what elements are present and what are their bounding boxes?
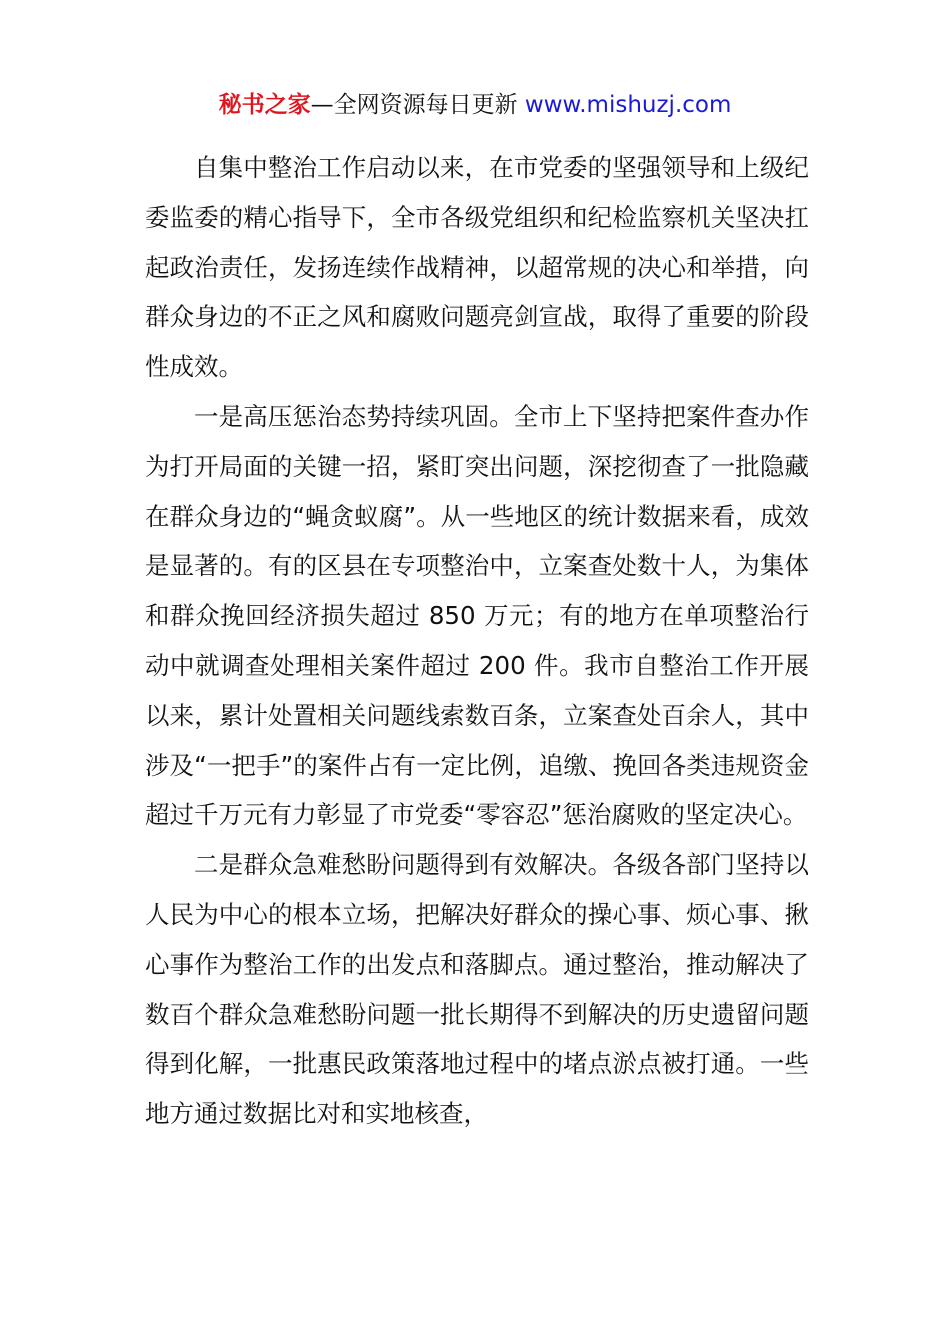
page-header [0,88,950,122]
brand-name: 秘书之家 [218,92,311,118]
header-tagline: —全网资源每日更新 [310,92,525,118]
paragraph-point-one: 一是高压惩治态势持续巩固。全市上下坚持把案件查办作为打开局面的关键一招，紧盯突出问题，深挖彻查了一批隐藏在群众身边的“蝇贪蚁腐”。从一些地区的统计数据来看，成效是显著的。有的区县在专项整治中，立案查处数十人，为集体和群众挽回经济损失超过 850 万元；有的地方在单项整治行动中就调查处理相关案件超过 200 件。我市自整治工作开展以来，累计处置相关问题线索数百条，立案查处百余人，其中涉及“一把手”的案件占有一定比例，追缴、挽回各类违规资金超过千万元有力彰显了市党委“零容忍”惩治腐败的坚定决心。 [145,401,809,830]
paragraph-intro: 自集中整治工作启动以来，在市党委的坚强领导和上级纪委监委的精心指导下，全市各级党组织和纪检监察机关坚决扛起政治责任，发扬连续作战精神，以超常规的决心和举措，向群众身边的不正之风和腐败问题亮剑宣战，取得了重要的阶段性成效。 [145,153,809,382]
paragraph-point-two: 二是群众急难愁盼问题得到有效解决。各级各部门坚持以人民为中心的根本立场，把解决好群众的操心事、烦心事、揪心事作为整治工作的出发点和落脚点。通过整治，推动解决了数百个群众急难愁盼问题一批长期得不到解决的历史遗留问题得到化解，一批惠民政策落地过程中的堵点淤点被打通。一些地方通过数据比对和实地核查， [145,850,809,1129]
website-link[interactable]: www.mishuzj.com [524,92,732,118]
document-body [145,143,809,1139]
